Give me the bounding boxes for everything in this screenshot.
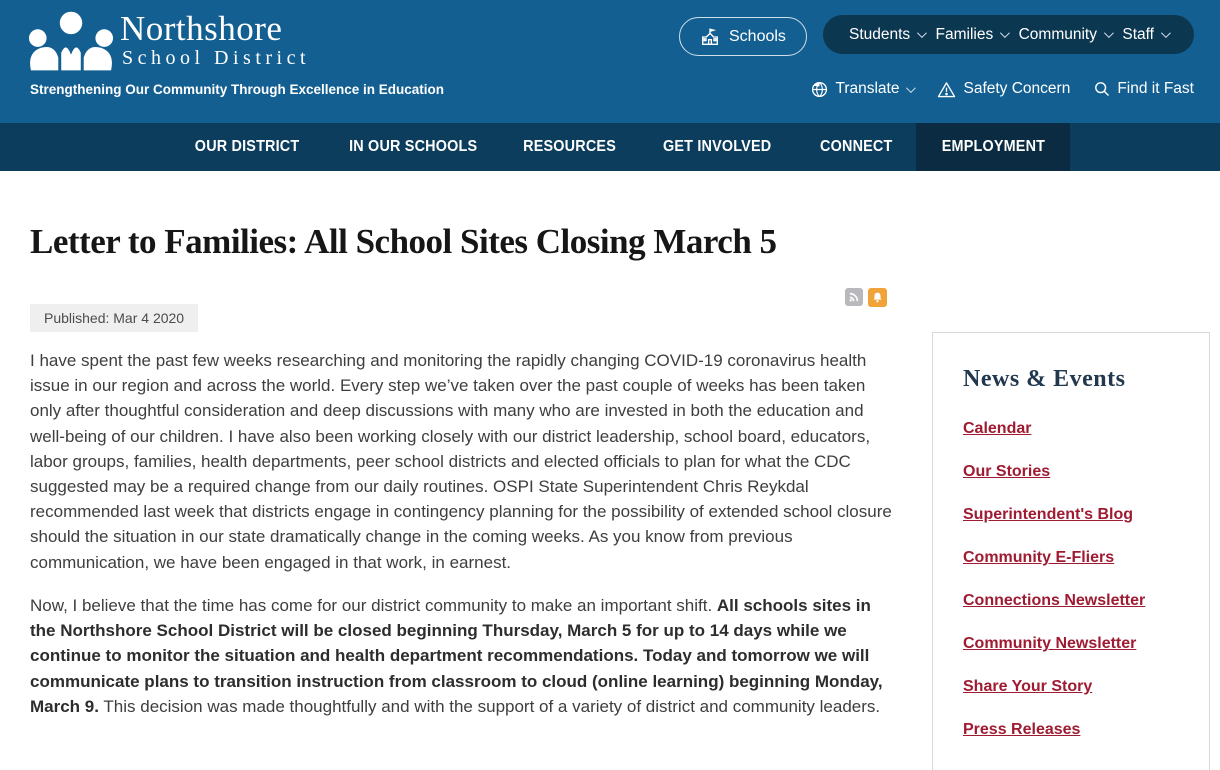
- nav-connect[interactable]: [806, 123, 906, 171]
- audience-label: Families: [935, 25, 994, 43]
- chevron-down-icon: [906, 83, 916, 93]
- logo-text: [120, 11, 310, 69]
- audience-label: Students: [849, 25, 911, 43]
- nav-label: CONNECT: [819, 138, 893, 155]
- nav-our-district[interactable]: [172, 123, 322, 171]
- globe-icon: [811, 81, 828, 98]
- find-it-fast-button[interactable]: [1094, 80, 1194, 98]
- site-header: [0, 0, 1220, 123]
- logo-name-line1: Northshore: [120, 9, 283, 48]
- paragraph-2-tail: This decision was made thoughtfully and with the support of a variety of district and community leaders.: [98, 696, 881, 716]
- people-logo-icon: [28, 11, 114, 73]
- nav-resources[interactable]: [508, 123, 632, 171]
- rss-icon[interactable]: [845, 288, 863, 306]
- alert-bell-icon[interactable]: [868, 288, 887, 307]
- article-paragraph-2: [30, 593, 894, 719]
- sidebar-link-calendar[interactable]: Calendar: [963, 420, 1032, 437]
- sidebar-link-community-e-fliers[interactable]: Community E-Fliers: [963, 549, 1115, 566]
- sidebar-link-superintendents-blog[interactable]: Superintendent's Blog: [963, 506, 1134, 523]
- published-date-badge: Published: Mar 4 2020: [30, 304, 198, 332]
- schools-button[interactable]: [679, 17, 807, 56]
- news-events-sidebar: [932, 332, 1210, 770]
- translate-label: Translate: [835, 80, 900, 97]
- chevron-down-icon: [917, 28, 927, 38]
- audience-label: Community: [1018, 25, 1097, 43]
- nav-in-our-schools[interactable]: [330, 123, 496, 171]
- schools-button-label: Schools: [729, 27, 786, 45]
- nav-employment[interactable]: [916, 123, 1070, 171]
- audience-nav-students[interactable]: [849, 26, 924, 44]
- article-paragraph-1: I have spent the past few weeks researching and monitoring the rapidly changing COVID-19 coronavirus health issue in our region and across the world. Every step we’ve taken over the past couple of weeks has been taken only after thoughtful consideration and deep discussions with many who are invested in both the education and well-being of our children. I have also been working closely with our district leadership, school board, educators, labor groups, families, health departments, peer school districts and elected officials to plan for what the CDC suggested may be a required change from our daily routines. OSPI State Superintendent Chris Reykdal recommended last week that districts engage in contingency planning for the possibility of extended school closure should the situation in our state dramatically change in the coming weeks. As you know from previous communication, we have been engaged in that work, in earnest.: [30, 351, 892, 572]
- find-it-fast-label: Find it Fast: [1117, 80, 1194, 97]
- paragraph-2-bold-announcement: All schools sites in the Northshore School District will be closed beginning Thursday, March 5 for up to 14 days while we continue to monitor the situation and health department recommendations. Today and tomorrow we will communicate plans to transition instruction from classroom to cloud (online learning) beginning Monday, March 9.: [30, 596, 883, 716]
- sidebar-link-our-stories[interactable]: Our Stories: [963, 463, 1051, 480]
- safety-concern-link[interactable]: [937, 80, 1070, 98]
- sidebar-link-community-newsletter[interactable]: Community Newsletter: [963, 635, 1137, 652]
- nav-label: OUR DISTRICT: [194, 138, 300, 155]
- audience-nav-staff[interactable]: [1122, 26, 1168, 44]
- audience-nav-families[interactable]: [936, 26, 1008, 44]
- chevron-down-icon: [1161, 28, 1171, 38]
- sidebar-link-connections-newsletter[interactable]: Connections Newsletter: [963, 592, 1146, 609]
- translate-button[interactable]: [811, 80, 913, 98]
- share-icons: [845, 288, 887, 307]
- district-logo[interactable]: [28, 11, 310, 73]
- chevron-down-icon: [1000, 28, 1010, 38]
- sidebar-link-press-releases[interactable]: Press Releases: [963, 721, 1081, 738]
- audience-nav: [823, 15, 1194, 54]
- nav-label: RESOURCES: [523, 138, 617, 155]
- safety-concern-label: Safety Concern: [963, 80, 1071, 97]
- school-building-icon: [700, 27, 720, 47]
- nav-label: EMPLOYMENT: [941, 138, 1045, 155]
- utility-nav: [811, 80, 1194, 98]
- nav-label: GET INVOLVED: [662, 138, 772, 155]
- page-title: Letter to Families: All School Sites Closing March 5: [30, 222, 777, 261]
- nav-label: IN OUR SCHOOLS: [348, 138, 478, 155]
- paragraph-2-lead: Now, I believe that the time has come for our district community to make an important shift.: [30, 596, 717, 615]
- sidebar-link-share-your-story[interactable]: Share Your Story: [963, 678, 1093, 695]
- search-icon: [1094, 81, 1110, 97]
- sidebar-heading: News & Events: [963, 366, 1126, 392]
- warning-triangle-icon: [937, 81, 956, 98]
- logo-name-line2: School District: [122, 47, 311, 69]
- main-nav: [0, 123, 1220, 171]
- nav-get-involved[interactable]: [648, 123, 786, 171]
- audience-nav-community[interactable]: [1019, 26, 1111, 44]
- audience-label: Staff: [1122, 25, 1154, 43]
- district-tagline: Strengthening Our Community Through Excellence in Education: [30, 82, 445, 97]
- chevron-down-icon: [1104, 28, 1114, 38]
